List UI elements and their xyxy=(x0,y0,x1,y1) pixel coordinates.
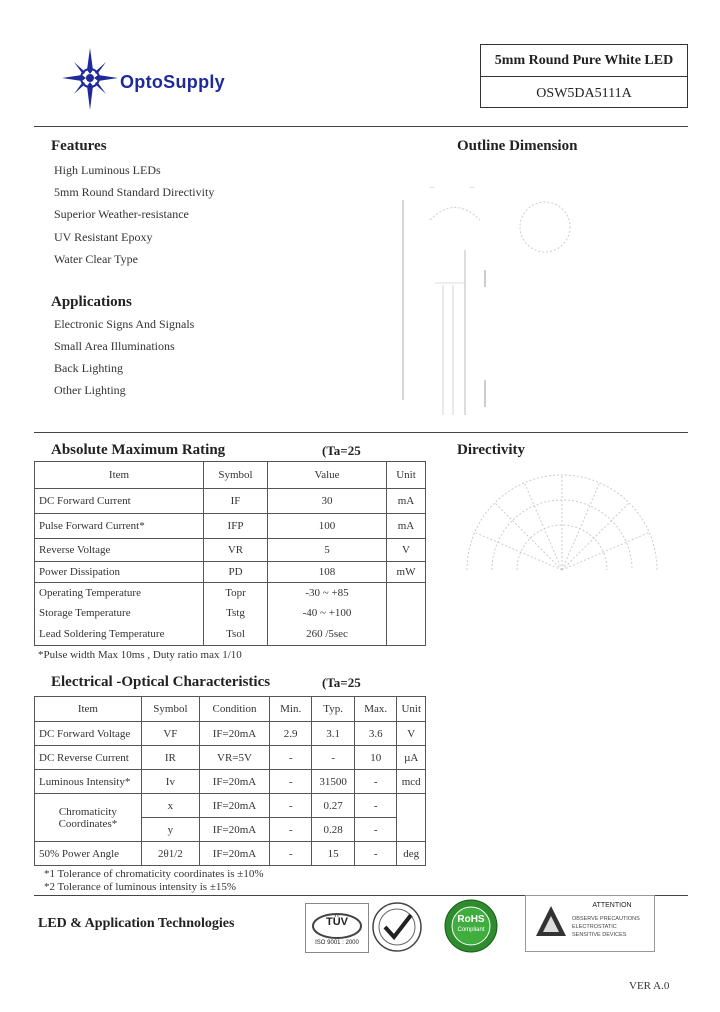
cell: IR xyxy=(141,746,199,770)
star-logo-icon xyxy=(62,48,122,112)
chroma-label: Chromaticity xyxy=(58,805,117,818)
abs-max-note: *Pulse width Max 10ms , Duty ratio max 1/10 xyxy=(38,649,242,661)
cell: DC Reverse Current xyxy=(35,746,142,770)
cell: IF xyxy=(204,489,268,514)
col-header: Item xyxy=(35,462,204,489)
col-header: Value xyxy=(268,462,387,489)
cell: - xyxy=(354,794,396,818)
cell: µA xyxy=(397,746,426,770)
cell: - xyxy=(270,818,312,842)
cell: y xyxy=(141,818,199,842)
feature-item: Water Clear Type xyxy=(54,252,138,266)
abs-max-heading: Absolute Maximum Rating xyxy=(51,442,226,458)
cell: IF=20mA xyxy=(199,818,269,842)
cell: 2.9 xyxy=(270,722,312,746)
feature-item: UV Resistant Epoxy xyxy=(54,230,153,244)
cell: Topr xyxy=(204,583,268,604)
cell xyxy=(387,583,426,604)
cell: - xyxy=(354,770,396,794)
cell: mA xyxy=(387,489,426,514)
product-title: 5mm Round Pure White LED xyxy=(481,45,687,77)
cell: 50% Power Angle xyxy=(35,842,142,866)
table-row xyxy=(35,842,426,866)
cell: - xyxy=(270,842,312,866)
cell: VR xyxy=(204,539,268,562)
attention-line: ELECTROSTATIC xyxy=(572,924,617,930)
cell: - xyxy=(270,794,312,818)
cell xyxy=(397,794,426,842)
table-row xyxy=(35,722,426,746)
attention-line: OBSERVE PRECAUTIONS xyxy=(572,916,640,922)
col-header: Unit xyxy=(397,697,426,722)
cell: Reverse Voltage xyxy=(35,539,204,562)
cell: -40 ~ +100 xyxy=(268,603,387,623)
optosupply-logo xyxy=(62,48,272,112)
svg-text:_: _ xyxy=(430,180,434,189)
iso-label: ISO 9001 : 2000 xyxy=(315,940,359,946)
svg-text:_: _ xyxy=(470,180,474,189)
header-divider xyxy=(34,126,688,127)
cell: PD xyxy=(204,562,268,583)
cell: VR=5V xyxy=(199,746,269,770)
cell: Lead Soldering Temperature xyxy=(35,623,204,646)
title-box xyxy=(480,44,688,108)
cell: - xyxy=(312,746,355,770)
cell: 0.27 xyxy=(312,794,355,818)
cell: - xyxy=(270,746,312,770)
table-row xyxy=(35,539,426,562)
rohs-seal-icon xyxy=(436,898,506,954)
cell: Luminous Intensity* xyxy=(35,770,142,794)
company-name: LED & Application Technologies xyxy=(38,916,235,931)
outline-drawing xyxy=(395,175,575,425)
table-row xyxy=(35,623,426,646)
cell: mcd xyxy=(397,770,426,794)
col-header: Condition xyxy=(199,697,269,722)
feature-item: Superior Weather-resistance xyxy=(54,207,189,221)
cell: 30 xyxy=(268,489,387,514)
cell: Pulse Forward Current* xyxy=(35,514,204,539)
attention-title: ATTENTION xyxy=(592,902,632,909)
directivity-heading: Directivity xyxy=(457,442,526,458)
col-header: Unit xyxy=(387,462,426,489)
cell: Storage Temperature xyxy=(35,603,204,623)
abs-max-table xyxy=(34,461,426,646)
cell: - xyxy=(270,770,312,794)
table-row xyxy=(35,770,426,794)
feature-item: High Luminous LEDs xyxy=(54,163,161,177)
feature-item: 5mm Round Standard Directivity xyxy=(54,185,215,199)
cell: x xyxy=(141,794,199,818)
cell: IF=20mA xyxy=(199,842,269,866)
cell: - xyxy=(354,818,396,842)
cell: - xyxy=(354,842,396,866)
cell: 15 xyxy=(312,842,355,866)
cell: deg xyxy=(397,842,426,866)
mid-divider xyxy=(34,432,688,433)
cell: VF xyxy=(141,722,199,746)
col-header: Typ. xyxy=(312,697,355,722)
cell: mA xyxy=(387,514,426,539)
tuv-iso-badge xyxy=(305,903,369,953)
cell: DC Forward Current xyxy=(35,489,204,514)
esd-warning-icon xyxy=(534,904,568,938)
application-item: Other Lighting xyxy=(54,383,126,397)
eo-heading: Electrical -Optical Characteristics xyxy=(51,674,271,690)
rohs-sub-label: Compliant xyxy=(457,927,485,933)
attention-line: SENSITIVE DEVICES xyxy=(572,932,627,938)
part-number: OSW5DA5111A xyxy=(536,86,632,101)
cell: IF=20mA xyxy=(199,722,269,746)
table-row xyxy=(35,583,426,604)
col-header: Symbol xyxy=(204,462,268,489)
esd-attention-box xyxy=(525,895,655,952)
features-heading: Features xyxy=(51,138,107,154)
col-header: Max. xyxy=(354,697,396,722)
applications-heading: Applications xyxy=(51,294,132,310)
col-header: Symbol xyxy=(141,697,199,722)
certified-company-badge xyxy=(371,901,423,953)
cell: Tstg xyxy=(204,603,268,623)
cell: -30 ~ +85 xyxy=(268,583,387,604)
col-header: Item xyxy=(35,697,142,722)
table-row xyxy=(35,794,426,818)
cell: 31500 xyxy=(312,770,355,794)
cell: Iv xyxy=(141,770,199,794)
cell: Power Dissipation xyxy=(35,562,204,583)
table-row xyxy=(35,746,426,770)
brand-name: OptoSupply xyxy=(120,72,225,92)
col-header: Min. xyxy=(270,697,312,722)
cell: IF=20mA xyxy=(199,794,269,818)
cell: 3.6 xyxy=(354,722,396,746)
cell: V xyxy=(397,722,426,746)
application-item: Back Lighting xyxy=(54,361,123,375)
application-item: Electronic Signs And Signals xyxy=(54,317,195,331)
chroma-label: Coordinates* xyxy=(58,817,118,830)
table-row xyxy=(35,514,426,539)
cell: mW xyxy=(387,562,426,583)
eo-note: *2 Tolerance of luminous intensity is ±15% xyxy=(44,881,237,893)
outline-heading: Outline Dimension xyxy=(457,138,578,154)
cell: 10 xyxy=(354,746,396,770)
eo-condition: (Ta=25 xyxy=(322,675,361,690)
abs-max-condition: (Ta=25 xyxy=(322,443,361,458)
eo-table xyxy=(34,696,426,866)
directivity-chart xyxy=(462,470,662,580)
cell xyxy=(387,623,426,646)
table-row xyxy=(35,603,426,623)
checkmark-seal-icon xyxy=(371,901,423,953)
cell: 5 xyxy=(268,539,387,562)
rohs-label: RoHS xyxy=(457,914,485,925)
version-label: VER A.0 xyxy=(629,980,670,992)
table-row xyxy=(35,562,426,583)
eo-note: *1 Tolerance of chromaticity coordinates is ±10% xyxy=(44,868,264,880)
cell: DC Forward Voltage xyxy=(35,722,142,746)
cell: 100 xyxy=(268,514,387,539)
cell: IF=20mA xyxy=(199,770,269,794)
cell: 0.28 xyxy=(312,818,355,842)
cell: Tsol xyxy=(204,623,268,646)
cell xyxy=(387,603,426,623)
table-row xyxy=(35,489,426,514)
cell: V xyxy=(387,539,426,562)
cell: 3.1 xyxy=(312,722,355,746)
chroma-label-cell xyxy=(35,794,142,842)
cell: 2θ1/2 xyxy=(141,842,199,866)
application-item: Small Area Illuminations xyxy=(54,339,175,353)
cell: IFP xyxy=(204,514,268,539)
cell: 108 xyxy=(268,562,387,583)
rohs-badge xyxy=(436,898,506,954)
cell: Operating Temperature xyxy=(35,583,204,604)
cell: 260 /5sec xyxy=(268,623,387,646)
tuv-label: TÜV xyxy=(326,916,348,928)
